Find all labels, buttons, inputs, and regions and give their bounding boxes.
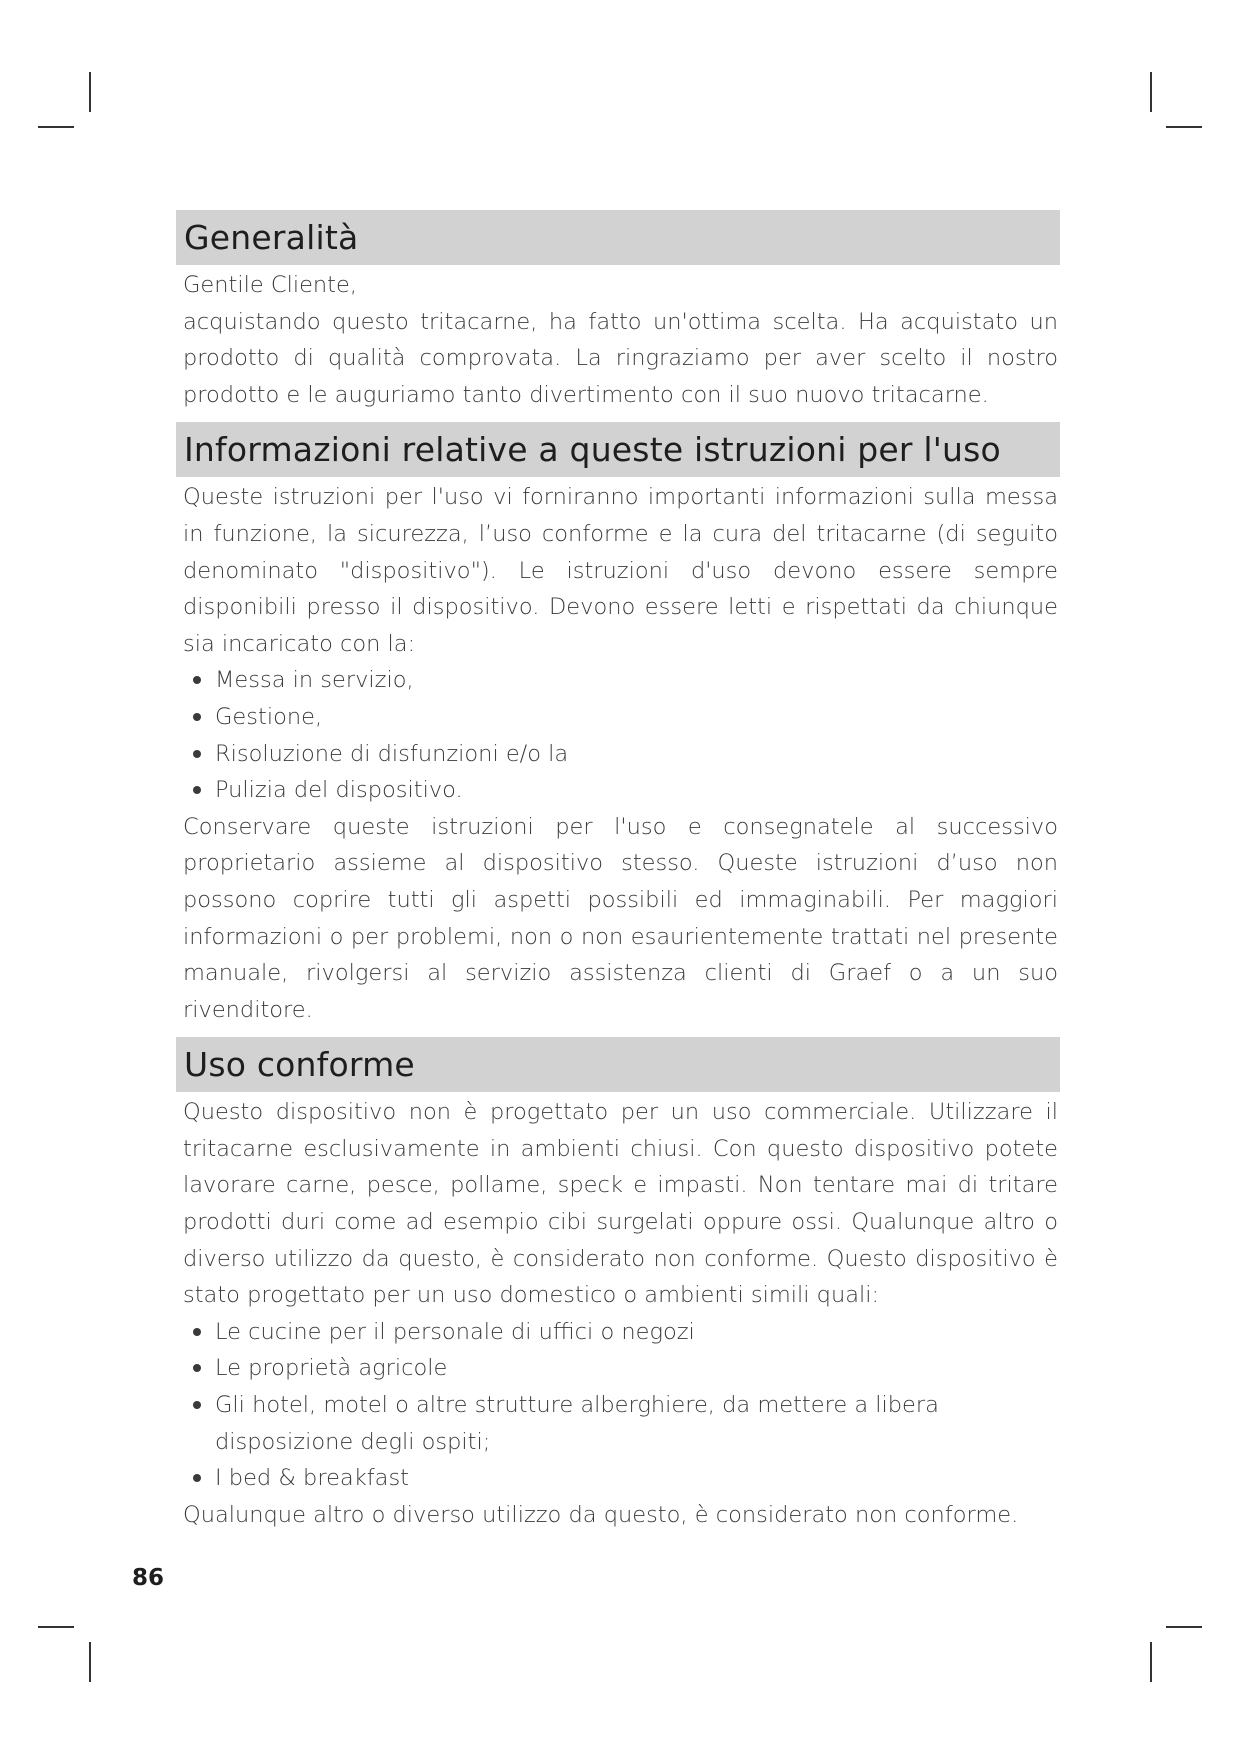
section-body-informazioni xyxy=(176,479,1060,1028)
page-content xyxy=(176,210,1060,1533)
list-item-text: Messa in servizio, xyxy=(215,667,414,694)
section-body-generalita xyxy=(176,267,1060,413)
paragraph: acquistando questo tritacarne, ha fatto un'ottima scelta. Ha acquistato un prodotto di qualità comprovata. La ringraziamo per aver scelto il nostro prodotto e le auguriamo tanto divertimento con il suo nuovo tritacarne. xyxy=(183,308,1058,408)
list-item xyxy=(183,772,1058,809)
paragraph: Questo dispositivo non è progettato per un uso commerciale. Utilizzare il tritacarne esclusivamente in ambienti chiusi. Con questo dispositivo potete lavorare carne, pesce, pollame, speck e impasti. Non tentare mai di tritare prodotti duri come ad esempio cibi surgelati oppure ossi. Qualunque altro o diverso utilizzo da questo, è considerato non conforme. Questo dispositivo è stato progettato per un uso domestico o ambienti simili quali: xyxy=(183,1099,1058,1309)
crop-mark-top-right-horizontal xyxy=(1166,126,1202,128)
page-number: 86 xyxy=(132,1565,165,1591)
list-item xyxy=(183,1460,1058,1497)
bullet-list xyxy=(183,662,1058,808)
section-heading-uso-conforme xyxy=(176,1037,1060,1092)
crop-mark-top-right-vertical xyxy=(1150,72,1152,112)
bullet-icon xyxy=(193,1328,201,1336)
bullet-list xyxy=(183,1314,1058,1497)
salutation: Gentile Cliente, xyxy=(183,272,357,298)
crop-mark-bottom-left-vertical xyxy=(89,1642,91,1682)
list-item-text: Gestione, xyxy=(215,703,323,730)
bullet-icon xyxy=(193,676,201,684)
paragraph: Conservare queste istruzioni per l'uso e consegnatele al successivo proprietario assieme al dispositivo stesso. Queste istruzioni d’uso non possono coprire tutti gli aspetti possibili ed immaginabili. Per maggiori informazioni o per problemi, non o non esaurientemente trattati nel presente manuale, rivolgersi al servizio assistenza clienti di Graef o a un suo rivenditore. xyxy=(183,813,1058,1023)
list-item-text: Le cucine per il personale di uffici o negozi xyxy=(215,1318,695,1345)
list-item xyxy=(183,1314,1058,1351)
bullet-icon xyxy=(193,786,201,794)
list-item xyxy=(183,699,1058,736)
bullet-icon xyxy=(193,1364,201,1372)
bullet-icon xyxy=(193,750,201,758)
list-item-text: I bed & breakfast xyxy=(215,1465,409,1492)
section-title: Generalità xyxy=(184,218,359,257)
section-body-uso-conforme xyxy=(176,1094,1060,1533)
paragraph: Queste istruzioni per l'uso vi forniranno importanti informazioni sulla messa in funzione, la sicurezza, l’uso conforme e la cura del tritacarne (di seguito denominato "dispositivo"). Le istruzioni d'uso devono essere sempre disponibili presso il dispositivo. Devono essere letti e rispettati da chiunque sia incaricato con la: xyxy=(183,484,1058,657)
crop-mark-bottom-right-vertical xyxy=(1150,1642,1152,1682)
list-item-text: Le proprietà agricole xyxy=(215,1355,448,1382)
paragraph: Qualunque altro o diverso utilizzo da questo, è considerato non conforme. xyxy=(183,1501,1019,1528)
section-title: Uso conforme xyxy=(184,1045,415,1085)
list-item xyxy=(183,1387,1058,1460)
section-heading-informazioni xyxy=(176,422,1060,477)
list-item-text: Risoluzione di disfunzioni e/o la xyxy=(215,740,569,767)
list-item-text: Gli hotel, motel o altre strutture alberghiere, da mettere a libera disposizione degli ospiti; xyxy=(215,1392,939,1455)
list-item xyxy=(183,736,1058,773)
bullet-icon xyxy=(193,1401,201,1409)
list-item xyxy=(183,662,1058,699)
crop-mark-top-left-horizontal xyxy=(38,126,74,128)
section-title: Informazioni relative a queste istruzioni per l'uso xyxy=(184,430,1001,470)
list-item xyxy=(183,1350,1058,1387)
bullet-icon xyxy=(193,713,201,721)
bullet-icon xyxy=(193,1474,201,1482)
section-heading-generalita xyxy=(176,210,1060,265)
crop-mark-bottom-left-horizontal xyxy=(38,1626,74,1628)
list-item-text: Pulizia del dispositivo. xyxy=(215,777,463,804)
crop-mark-top-left-vertical xyxy=(89,72,91,112)
crop-mark-bottom-right-horizontal xyxy=(1166,1626,1202,1628)
